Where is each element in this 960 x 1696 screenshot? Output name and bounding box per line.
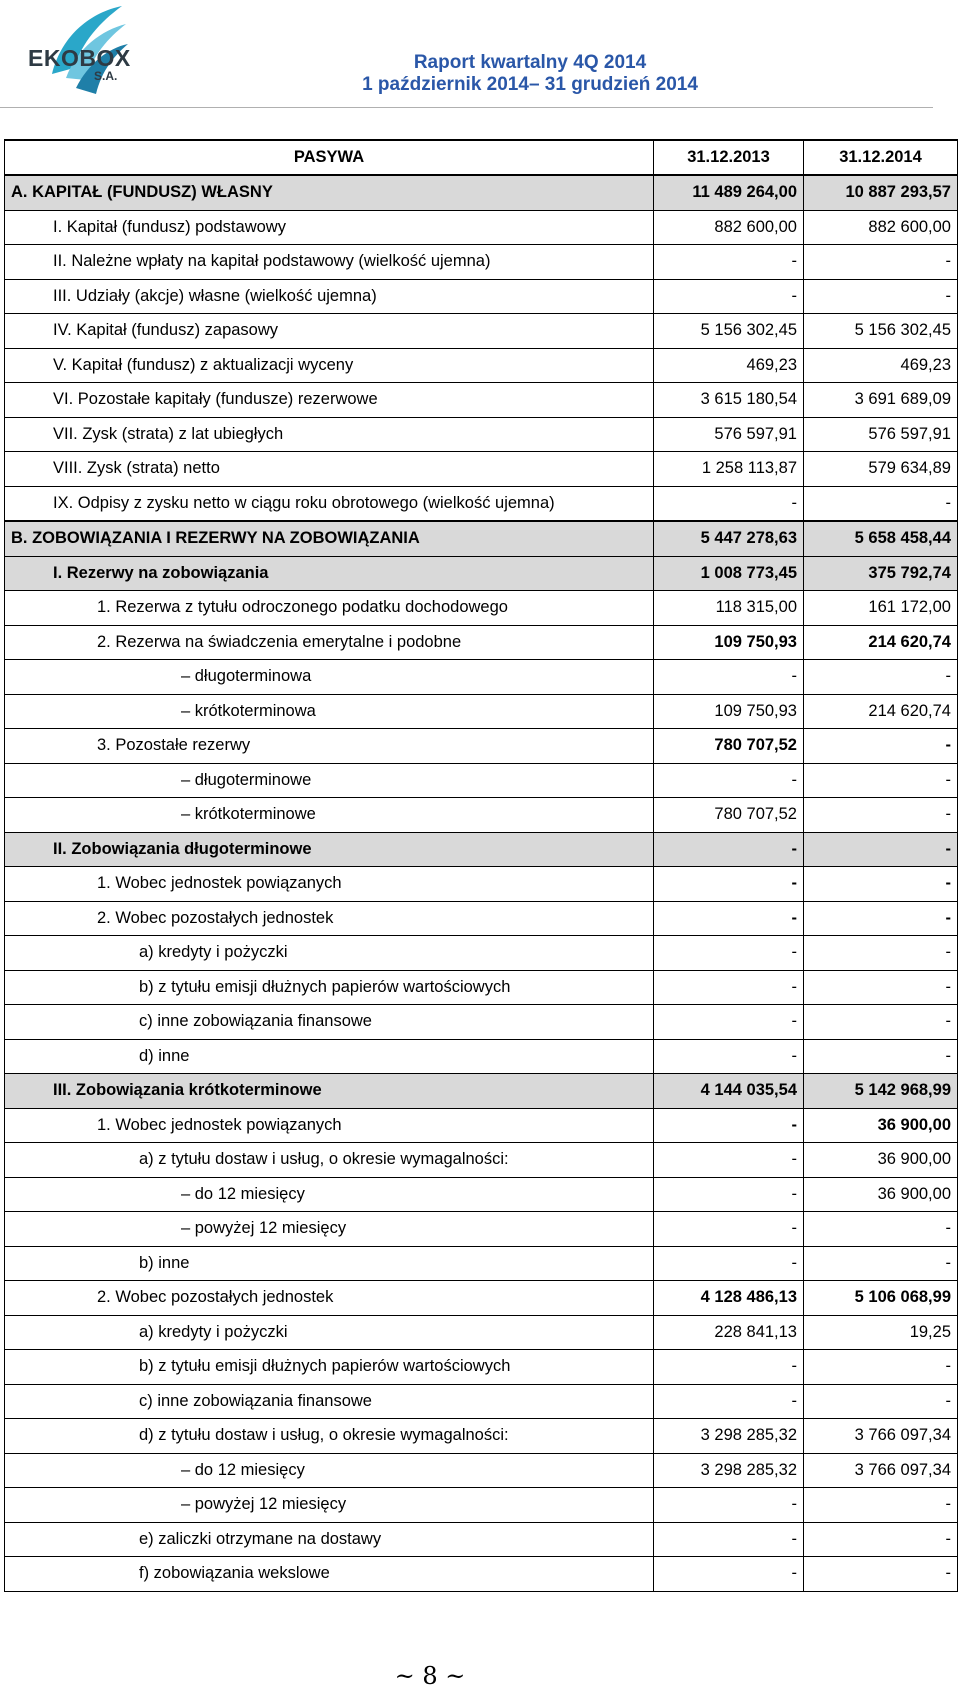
value-2013: - (654, 1108, 804, 1143)
row-label: I. Kapitał (fundusz) podstawowy (5, 210, 654, 245)
value-2013: 1 008 773,45 (654, 556, 804, 591)
value-2013: - (654, 901, 804, 936)
table-row (5, 417, 958, 452)
table-row (5, 1246, 958, 1281)
row-label: – do 12 miesięcy (5, 1177, 654, 1212)
row-label: VI. Pozostałe kapitały (fundusze) rezerwowe (5, 383, 654, 418)
row-label: 1. Wobec jednostek powiązanych (5, 1108, 654, 1143)
value-2014: 5 142 968,99 (804, 1074, 958, 1109)
row-label: b) z tytułu emisji dłużnych papierów wartościowych (5, 1350, 654, 1385)
row-label: 2. Rezerwa na świadczenia emerytalne i podobne (5, 625, 654, 660)
table-row (5, 1281, 958, 1316)
col-header-label: PASYWA (5, 140, 654, 175)
row-label: A. KAPITAŁ (FUNDUSZ) WŁASNY (5, 175, 654, 210)
value-2014: - (804, 1212, 958, 1247)
table-row (5, 936, 958, 971)
value-2014: 469,23 (804, 348, 958, 383)
value-2014: - (804, 936, 958, 971)
value-2014: 3 766 097,34 (804, 1419, 958, 1454)
row-label: IX. Odpisy z zysku netto w ciągu roku obrotowego (wielkość ujemna) (5, 486, 654, 521)
table-row (5, 556, 958, 591)
value-2014: 214 620,74 (804, 625, 958, 660)
value-2014: - (804, 486, 958, 521)
value-2013: - (654, 763, 804, 798)
value-2014: - (804, 1039, 958, 1074)
value-2013: 228 841,13 (654, 1315, 804, 1350)
row-label: a) z tytułu dostaw i usług, o okresie wymagalności: (5, 1143, 654, 1178)
table-row (5, 348, 958, 383)
table-row (5, 729, 958, 764)
row-label: 2. Wobec pozostałych jednostek (5, 901, 654, 936)
table-row (5, 1177, 958, 1212)
value-2014: 3 766 097,34 (804, 1453, 958, 1488)
table-row (5, 694, 958, 729)
row-label: c) inne zobowiązania finansowe (5, 1384, 654, 1419)
row-label: – powyżej 12 miesięcy (5, 1488, 654, 1523)
value-2014: - (804, 970, 958, 1005)
value-2014: 579 634,89 (804, 452, 958, 487)
value-2013: 5 156 302,45 (654, 314, 804, 349)
value-2013: 109 750,93 (654, 625, 804, 660)
row-label: II. Zobowiązania długoterminowe (5, 832, 654, 867)
value-2014: 375 792,74 (804, 556, 958, 591)
value-2014: - (804, 867, 958, 902)
value-2013: - (654, 1488, 804, 1523)
col-header-2014: 31.12.2014 (804, 140, 958, 175)
table-row (5, 1488, 958, 1523)
value-2014: - (804, 1005, 958, 1040)
value-2013: 469,23 (654, 348, 804, 383)
row-label: VIII. Zysk (strata) netto (5, 452, 654, 487)
value-2013: - (654, 660, 804, 695)
table-row (5, 660, 958, 695)
row-label: – długoterminowa (5, 660, 654, 695)
value-2014: 214 620,74 (804, 694, 958, 729)
value-2013: - (654, 1557, 804, 1592)
value-2013: 5 447 278,63 (654, 521, 804, 556)
table-header-row (5, 140, 958, 175)
table-row (5, 1522, 958, 1557)
row-label: f) zobowiązania wekslowe (5, 1557, 654, 1592)
value-2014: - (804, 1246, 958, 1281)
value-2014: 5 658 458,44 (804, 521, 958, 556)
value-2014: 161 172,00 (804, 591, 958, 626)
value-2013: 780 707,52 (654, 798, 804, 833)
row-label: 2. Wobec pozostałych jednostek (5, 1281, 654, 1316)
value-2013: - (654, 1005, 804, 1040)
value-2013: 780 707,52 (654, 729, 804, 764)
row-label: a) kredyty i pożyczki (5, 936, 654, 971)
value-2014: 576 597,91 (804, 417, 958, 452)
value-2013: 3 615 180,54 (654, 383, 804, 418)
value-2014: - (804, 832, 958, 867)
row-label: III. Udziały (akcje) własne (wielkość ujemna) (5, 279, 654, 314)
table-row (5, 1143, 958, 1178)
table-row (5, 1453, 958, 1488)
table-row (5, 901, 958, 936)
value-2014: - (804, 660, 958, 695)
table-row (5, 486, 958, 521)
row-label: IV. Kapitał (fundusz) zapasowy (5, 314, 654, 349)
value-2014: 10 887 293,57 (804, 175, 958, 210)
row-label: – krótkoterminowe (5, 798, 654, 833)
logo-wordmark: EKOBOX (28, 45, 131, 71)
table-row (5, 1074, 958, 1109)
table-row (5, 970, 958, 1005)
table-row (5, 763, 958, 798)
table-row (5, 521, 958, 556)
table-row (5, 210, 958, 245)
row-label: e) zaliczki otrzymane na dostawy (5, 1522, 654, 1557)
balance-sheet-liabilities-table (4, 139, 958, 1592)
table-row (5, 1419, 958, 1454)
value-2013: - (654, 1384, 804, 1419)
value-2013: - (654, 1039, 804, 1074)
table-row (5, 1315, 958, 1350)
value-2013: 109 750,93 (654, 694, 804, 729)
value-2014: - (804, 279, 958, 314)
value-2013: 4 144 035,54 (654, 1074, 804, 1109)
value-2013: - (654, 832, 804, 867)
row-label: b) inne (5, 1246, 654, 1281)
value-2013: - (654, 1350, 804, 1385)
table-row (5, 1039, 958, 1074)
value-2014: 36 900,00 (804, 1108, 958, 1143)
header-divider (0, 107, 933, 108)
value-2013: 3 298 285,32 (654, 1453, 804, 1488)
value-2014: - (804, 1488, 958, 1523)
row-label: b) z tytułu emisji dłużnych papierów wartościowych (5, 970, 654, 1005)
row-label: c) inne zobowiązania finansowe (5, 1005, 654, 1040)
table-row (5, 867, 958, 902)
value-2014: - (804, 1350, 958, 1385)
row-label: – krótkoterminowa (5, 694, 654, 729)
table-row (5, 798, 958, 833)
value-2013: 882 600,00 (654, 210, 804, 245)
value-2014: - (804, 245, 958, 280)
logo-subtitle: S.A. (94, 69, 118, 83)
page-header (0, 0, 960, 108)
value-2013: - (654, 279, 804, 314)
table-row (5, 452, 958, 487)
row-label: V. Kapitał (fundusz) z aktualizacji wyceny (5, 348, 654, 383)
row-label: a) kredyty i pożyczki (5, 1315, 654, 1350)
value-2014: - (804, 1557, 958, 1592)
row-label: 3. Pozostałe rezerwy (5, 729, 654, 764)
value-2013: 118 315,00 (654, 591, 804, 626)
report-title: Raport kwartalny 4Q 2014 (413, 52, 647, 73)
value-2014: - (804, 798, 958, 833)
value-2014: - (804, 1384, 958, 1419)
value-2014: - (804, 729, 958, 764)
value-2013: 3 298 285,32 (654, 1419, 804, 1454)
value-2014: - (804, 763, 958, 798)
report-period: 1 październik 2014– 31 grudzień 2014 (362, 74, 698, 95)
table-row (5, 1350, 958, 1385)
row-label: – długoterminowe (5, 763, 654, 798)
row-label: – powyżej 12 miesięcy (5, 1212, 654, 1247)
value-2013: - (654, 867, 804, 902)
row-label: III. Zobowiązania krótkoterminowe (5, 1074, 654, 1109)
value-2013: 576 597,91 (654, 417, 804, 452)
table-row (5, 383, 958, 418)
table-row (5, 591, 958, 626)
table-row (5, 1384, 958, 1419)
value-2014: 19,25 (804, 1315, 958, 1350)
value-2013: - (654, 970, 804, 1005)
value-2013: - (654, 1246, 804, 1281)
table-row (5, 1005, 958, 1040)
col-header-2013: 31.12.2013 (654, 140, 804, 175)
row-label: B. ZOBOWIĄZANIA I REZERWY NA ZOBOWIĄZANIA (5, 521, 654, 556)
row-label: d) z tytułu dostaw i usług, o okresie wymagalności: (5, 1419, 654, 1454)
value-2013: 11 489 264,00 (654, 175, 804, 210)
table-row (5, 314, 958, 349)
value-2013: 1 258 113,87 (654, 452, 804, 487)
value-2013: 4 128 486,13 (654, 1281, 804, 1316)
value-2013: - (654, 486, 804, 521)
row-label: 1. Wobec jednostek powiązanych (5, 867, 654, 902)
value-2014: - (804, 1522, 958, 1557)
page-number: ~ 8 ~ (394, 1662, 466, 1690)
value-2013: - (654, 936, 804, 971)
row-label: VII. Zysk (strata) z lat ubiegłych (5, 417, 654, 452)
row-label: II. Należne wpłaty na kapitał podstawowy (wielkość ujemna) (5, 245, 654, 280)
table-row (5, 175, 958, 210)
table-row (5, 245, 958, 280)
value-2014: 5 156 302,45 (804, 314, 958, 349)
table-row (5, 625, 958, 660)
table-row (5, 1108, 958, 1143)
row-label: – do 12 miesięcy (5, 1453, 654, 1488)
row-label: I. Rezerwy na zobowiązania (5, 556, 654, 591)
row-label: 1. Rezerwa z tytułu odroczonego podatku dochodowego (5, 591, 654, 626)
table-row (5, 1212, 958, 1247)
table-row (5, 832, 958, 867)
value-2013: - (654, 1177, 804, 1212)
value-2014: - (804, 901, 958, 936)
value-2014: 36 900,00 (804, 1177, 958, 1212)
value-2014: 36 900,00 (804, 1143, 958, 1178)
table-row (5, 279, 958, 314)
value-2014: 882 600,00 (804, 210, 958, 245)
value-2014: 5 106 068,99 (804, 1281, 958, 1316)
value-2013: - (654, 1522, 804, 1557)
table-row (5, 1557, 958, 1592)
value-2013: - (654, 1212, 804, 1247)
value-2013: - (654, 245, 804, 280)
value-2013: - (654, 1143, 804, 1178)
row-label: d) inne (5, 1039, 654, 1074)
value-2014: 3 691 689,09 (804, 383, 958, 418)
